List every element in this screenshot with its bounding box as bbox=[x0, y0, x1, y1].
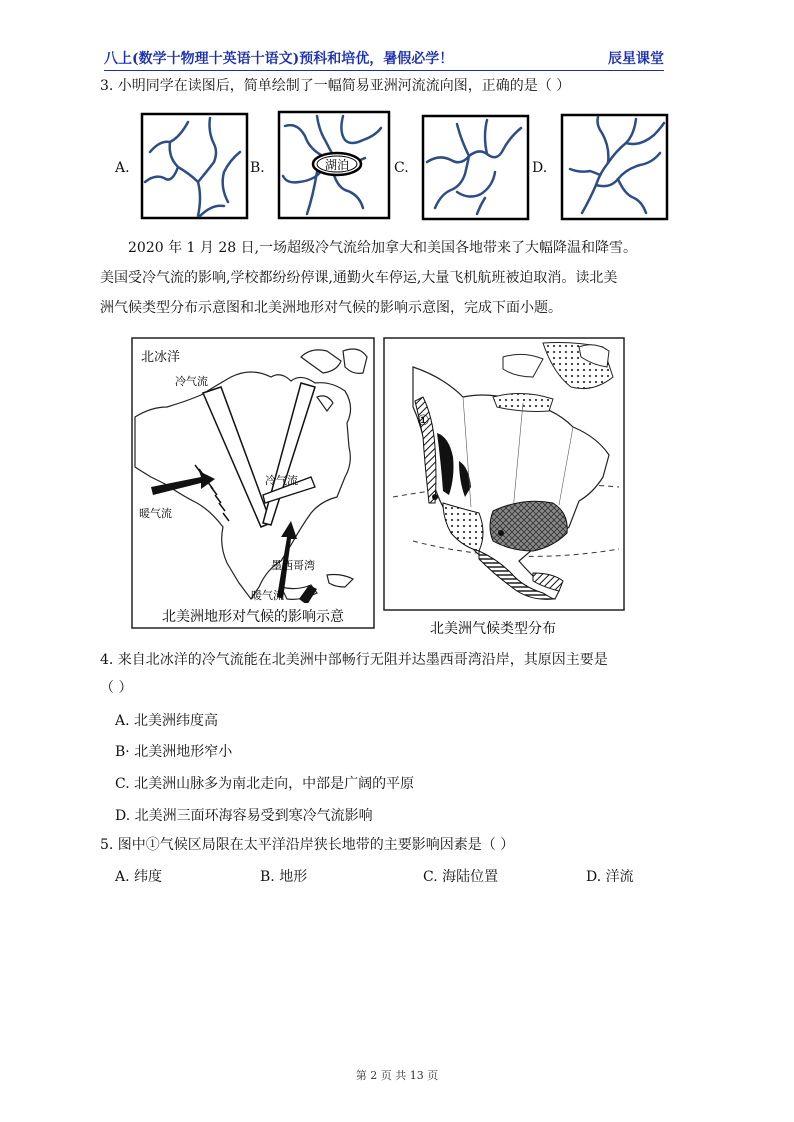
q5-option-a: A. 纬度 bbox=[115, 869, 163, 885]
q4-option-d: D. 北美洲三面环海容易受到寒冷气流影响 bbox=[115, 808, 373, 824]
header-right: 辰星课堂 bbox=[608, 51, 664, 67]
label-cold-airflow-1: 冷气流 bbox=[175, 375, 208, 388]
page-footer: 第 2 页 共 13 页 bbox=[355, 1069, 439, 1082]
lake-label: 湖泊 bbox=[324, 158, 350, 172]
intro-line-2: 美国受冷气流的影响,学校都纷纷停课,通勤火车停运,大量飞机航班被迫取消。读北美 bbox=[100, 270, 618, 286]
climate-zone-1-marker: ① bbox=[417, 413, 430, 429]
label-cold-airflow-2: 冷气流 bbox=[265, 474, 298, 487]
river-sketch-c bbox=[421, 114, 531, 221]
q4-option-c: C. 北美洲山脉多为南北走向，中部是广阔的平原 bbox=[115, 776, 415, 792]
intro-line-3: 洲气候类型分布示意图和北美洲地形对气候的影响示意图，完成下面小题。 bbox=[100, 300, 562, 316]
q5-option-b: B. 地形 bbox=[260, 869, 308, 885]
question-4-blank: （ ） bbox=[100, 680, 133, 696]
label-warm-airflow-1: 暖气流 bbox=[139, 507, 172, 520]
q3-option-b-label: B. bbox=[250, 160, 265, 176]
climate-distribution-map bbox=[383, 337, 625, 639]
label-gulf-of-mexico: 墨西哥湾 bbox=[271, 559, 315, 572]
header-left: 八上(数学十物理十英语十语文)预科和培优，暑假必学！ bbox=[104, 51, 454, 67]
river-sketch-a bbox=[140, 112, 250, 220]
terrain-map-caption: 北美洲地形对气候的影响示意 bbox=[162, 609, 344, 625]
q4-option-a: A. 北美洲纬度高 bbox=[115, 713, 219, 729]
page-header bbox=[104, 48, 664, 71]
climate-map-caption: 北美洲气候类型分布 bbox=[430, 621, 556, 637]
q3-option-d-label: D. bbox=[532, 160, 548, 176]
question-5-stem: 5. 图中①气候区局限在太平洋沿岸狭长地带的主要影响因素是（ ） bbox=[100, 837, 515, 853]
q4-option-b: B· 北美洲地形窄小 bbox=[115, 744, 233, 760]
river-sketch-d bbox=[560, 113, 670, 221]
question-4-stem: 4. 来自北冰洋的冷气流能在北美洲中部畅行无阻并达墨西哥湾沿岸，其原因主要是 bbox=[100, 652, 608, 668]
q5-option-c: C. 海陆位置 bbox=[423, 869, 499, 885]
label-arctic-ocean: 北冰洋 bbox=[141, 350, 181, 365]
river-sketch-b bbox=[277, 110, 392, 220]
label-warm-airflow-2: 暖气流 bbox=[251, 589, 284, 602]
q5-option-d: D. 洋流 bbox=[586, 869, 634, 885]
q3-option-c-label: C. bbox=[394, 160, 409, 176]
q3-option-a-label: A. bbox=[115, 160, 130, 176]
terrain-climate-map bbox=[131, 337, 375, 629]
intro-line-1: 2020 年 1 月 28 日,一场超级冷气流给加拿大和美国各地带来了大幅降温和降雪。 bbox=[128, 240, 638, 256]
question-3-stem: 3. 小明同学在读图后，简单绘制了一幅简易亚洲河流流向图，正确的是（ ） bbox=[100, 78, 571, 94]
